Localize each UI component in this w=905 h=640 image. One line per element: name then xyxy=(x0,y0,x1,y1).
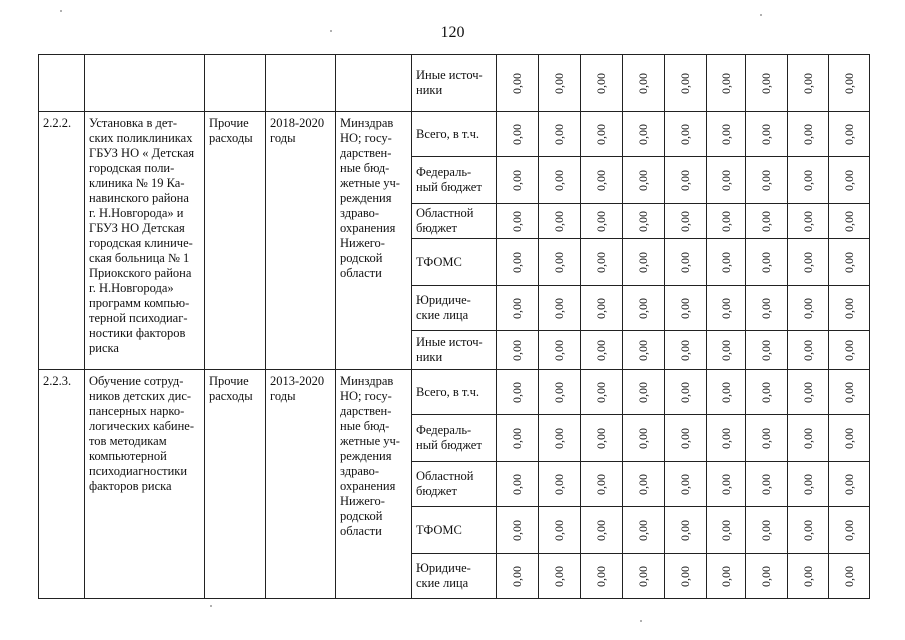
value-text: 0,00 xyxy=(510,210,524,232)
value-cell xyxy=(788,239,829,286)
value-text: 0,00 xyxy=(841,251,856,273)
value-text: 0,00 xyxy=(759,123,773,145)
value-text: 0,00 xyxy=(510,72,524,94)
value-cell xyxy=(623,239,665,286)
empty-cell xyxy=(336,55,412,112)
value-text: 0,00 xyxy=(678,169,692,191)
value-text: 0,00 xyxy=(510,473,524,495)
value-text: 0,00 xyxy=(841,169,856,191)
value-text: 0,00 xyxy=(552,297,566,319)
value-cell xyxy=(829,286,870,331)
value-text: 0,00 xyxy=(800,72,815,94)
value-cell xyxy=(707,55,746,112)
value-cell xyxy=(623,554,665,599)
value-cell xyxy=(707,507,746,554)
value-cell xyxy=(707,554,746,599)
value-text: 0,00 xyxy=(552,210,566,232)
value-text: 0,00 xyxy=(594,210,608,232)
executor: Минздрав НО; госу- дарствен- ные бюд- жетные уч- реждения здраво- охранения Нижего- родской области xyxy=(336,370,412,599)
value-text: 0,00 xyxy=(510,169,524,191)
value-cell xyxy=(623,55,665,112)
value-text: 0,00 xyxy=(718,565,733,587)
value-text: 0,00 xyxy=(594,381,608,403)
value-text: 0,00 xyxy=(759,210,773,232)
value-text: 0,00 xyxy=(800,251,815,273)
value-cell xyxy=(539,239,581,286)
value-text: 0,00 xyxy=(552,427,566,449)
value-text: 0,00 xyxy=(678,473,692,495)
value-text: 0,00 xyxy=(718,72,733,94)
value-cell xyxy=(623,462,665,507)
value-cell xyxy=(707,415,746,462)
value-text: 0,00 xyxy=(759,381,773,403)
value-cell xyxy=(746,415,788,462)
value-text: 0,00 xyxy=(594,72,608,94)
value-text: 0,00 xyxy=(510,381,524,403)
value-cell xyxy=(707,239,746,286)
value-cell xyxy=(829,331,870,370)
value-cell xyxy=(539,204,581,239)
value-text: 0,00 xyxy=(510,251,524,273)
value-cell xyxy=(665,554,707,599)
value-text: 0,00 xyxy=(552,473,566,495)
value-cell xyxy=(581,507,623,554)
value-text: 0,00 xyxy=(759,251,773,273)
value-text: 0,00 xyxy=(552,339,566,361)
empty-cell xyxy=(85,55,205,112)
value-text: 0,00 xyxy=(718,339,733,361)
value-text: 0,00 xyxy=(759,519,773,541)
item-name: Установка в дет- ских поликлиниках ГБУЗ НО « Детская городская поли- клиника № 19 Ка- навинского района г. Н.Новгорода» и ГБУЗ НО Детская городская клиниче- ская больница № 1 Приокского района г. Н.Новгорода» программ компью- терной психодиаг- ностики факторов риска xyxy=(85,112,205,370)
value-text: 0,00 xyxy=(636,339,650,361)
value-text: 0,00 xyxy=(594,339,608,361)
value-cell xyxy=(581,415,623,462)
value-cell xyxy=(707,112,746,157)
value-cell xyxy=(665,204,707,239)
value-text: 0,00 xyxy=(759,339,773,361)
value-text: 0,00 xyxy=(636,210,650,232)
value-text: 0,00 xyxy=(552,251,566,273)
value-cell xyxy=(788,331,829,370)
value-text: 0,00 xyxy=(636,72,650,94)
value-cell xyxy=(788,462,829,507)
value-cell xyxy=(497,554,539,599)
value-cell xyxy=(746,507,788,554)
value-cell xyxy=(829,370,870,415)
source-label: Областной бюджет xyxy=(412,462,497,507)
value-text: 0,00 xyxy=(841,427,856,449)
source-label: ТФОМС xyxy=(412,239,497,286)
value-cell xyxy=(829,239,870,286)
value-cell xyxy=(788,507,829,554)
value-text: 0,00 xyxy=(552,565,566,587)
value-text: 0,00 xyxy=(636,297,650,319)
value-cell xyxy=(707,331,746,370)
value-text: 0,00 xyxy=(759,565,773,587)
value-cell xyxy=(788,55,829,112)
value-cell xyxy=(829,554,870,599)
value-text: 0,00 xyxy=(510,297,524,319)
value-cell xyxy=(539,415,581,462)
value-cell xyxy=(623,157,665,204)
source-label: Федераль- ный бюджет xyxy=(412,415,497,462)
value-text: 0,00 xyxy=(718,210,733,232)
value-text: 0,00 xyxy=(636,473,650,495)
value-text: 0,00 xyxy=(800,473,815,495)
value-text: 0,00 xyxy=(759,427,773,449)
value-cell xyxy=(497,331,539,370)
value-cell xyxy=(707,462,746,507)
value-cell xyxy=(539,55,581,112)
value-cell xyxy=(581,331,623,370)
value-cell xyxy=(665,286,707,331)
value-text: 0,00 xyxy=(594,251,608,273)
source-label: Всего, в т.ч. xyxy=(412,112,497,157)
empty-cell xyxy=(266,55,336,112)
value-cell xyxy=(497,507,539,554)
value-cell xyxy=(581,204,623,239)
value-text: 0,00 xyxy=(594,169,608,191)
value-text: 0,00 xyxy=(636,381,650,403)
value-cell xyxy=(746,112,788,157)
value-cell xyxy=(665,331,707,370)
value-text: 0,00 xyxy=(841,565,856,587)
value-text: 0,00 xyxy=(841,72,856,94)
value-cell xyxy=(788,286,829,331)
value-text: 0,00 xyxy=(678,210,692,232)
value-text: 0,00 xyxy=(552,381,566,403)
value-cell xyxy=(539,112,581,157)
value-text: 0,00 xyxy=(841,519,856,541)
source-label: ТФОМС xyxy=(412,507,497,554)
value-text: 0,00 xyxy=(636,251,650,273)
value-cell xyxy=(539,286,581,331)
value-cell xyxy=(497,239,539,286)
value-text: 0,00 xyxy=(800,123,815,145)
value-cell xyxy=(497,370,539,415)
value-cell xyxy=(539,507,581,554)
value-text: 0,00 xyxy=(636,123,650,145)
value-text: 0,00 xyxy=(841,123,856,145)
value-text: 0,00 xyxy=(552,72,566,94)
value-text: 0,00 xyxy=(800,210,815,232)
value-text: 0,00 xyxy=(718,427,733,449)
value-text: 0,00 xyxy=(636,519,650,541)
value-text: 0,00 xyxy=(841,381,856,403)
value-text: 0,00 xyxy=(678,251,692,273)
value-cell xyxy=(623,112,665,157)
value-text: 0,00 xyxy=(841,339,856,361)
source-label: Юридиче- ские лица xyxy=(412,286,497,331)
value-text: 0,00 xyxy=(510,565,524,587)
source-label: Федераль- ный бюджет xyxy=(412,157,497,204)
table-row xyxy=(39,112,870,157)
value-text: 0,00 xyxy=(678,339,692,361)
value-text: 0,00 xyxy=(678,519,692,541)
value-cell xyxy=(623,286,665,331)
period: 2018-2020 годы xyxy=(266,112,336,370)
value-text: 0,00 xyxy=(841,210,856,232)
value-text: 0,00 xyxy=(841,297,856,319)
value-cell xyxy=(829,204,870,239)
value-text: 0,00 xyxy=(800,565,815,587)
value-text: 0,00 xyxy=(678,381,692,403)
value-cell xyxy=(707,370,746,415)
value-cell xyxy=(497,157,539,204)
item-name: Обучение сотруд- ников детских дис- пансерных нарко- логических кабине- тов методикам компьютерной психодиагностики факторов риска xyxy=(85,370,205,599)
value-cell xyxy=(746,55,788,112)
value-text: 0,00 xyxy=(510,123,524,145)
value-cell xyxy=(746,331,788,370)
value-cell xyxy=(707,157,746,204)
value-text: 0,00 xyxy=(718,473,733,495)
value-text: 0,00 xyxy=(636,427,650,449)
value-cell xyxy=(539,462,581,507)
value-cell xyxy=(746,370,788,415)
value-text: 0,00 xyxy=(678,427,692,449)
value-cell xyxy=(497,112,539,157)
value-text: 0,00 xyxy=(800,339,815,361)
value-cell xyxy=(665,239,707,286)
value-text: 0,00 xyxy=(510,427,524,449)
value-cell xyxy=(788,370,829,415)
value-cell xyxy=(539,331,581,370)
value-cell xyxy=(746,204,788,239)
value-cell xyxy=(665,415,707,462)
value-cell xyxy=(497,286,539,331)
value-text: 0,00 xyxy=(759,297,773,319)
value-cell xyxy=(581,239,623,286)
value-cell xyxy=(581,370,623,415)
value-cell xyxy=(581,157,623,204)
value-cell xyxy=(788,415,829,462)
source-label: Областной бюджет xyxy=(412,204,497,239)
empty-cell xyxy=(205,55,266,112)
value-cell xyxy=(665,157,707,204)
value-text: 0,00 xyxy=(800,169,815,191)
value-text: 0,00 xyxy=(718,381,733,403)
value-cell xyxy=(829,507,870,554)
value-cell xyxy=(581,112,623,157)
expense-type: Прочие расходы xyxy=(205,112,266,370)
item-number: 2.2.2. xyxy=(39,112,85,370)
value-cell xyxy=(623,370,665,415)
value-cell xyxy=(581,286,623,331)
value-cell xyxy=(623,204,665,239)
expense-type: Прочие расходы xyxy=(205,370,266,599)
value-cell xyxy=(829,415,870,462)
value-text: 0,00 xyxy=(594,297,608,319)
value-text: 0,00 xyxy=(800,519,815,541)
source-label: Юридиче- ские лица xyxy=(412,554,497,599)
value-cell xyxy=(665,462,707,507)
value-cell xyxy=(746,554,788,599)
value-text: 0,00 xyxy=(594,519,608,541)
value-cell xyxy=(581,462,623,507)
value-cell xyxy=(623,507,665,554)
value-text: 0,00 xyxy=(594,123,608,145)
source-label: Иные источ- ники xyxy=(412,331,497,370)
value-text: 0,00 xyxy=(678,72,692,94)
value-cell xyxy=(829,462,870,507)
value-cell xyxy=(829,112,870,157)
value-text: 0,00 xyxy=(594,565,608,587)
value-cell xyxy=(539,157,581,204)
value-text: 0,00 xyxy=(552,123,566,145)
value-text: 0,00 xyxy=(594,473,608,495)
value-text: 0,00 xyxy=(510,519,524,541)
budget-table xyxy=(38,54,870,599)
table-row xyxy=(39,55,870,112)
executor: Минздрав НО; госу- дарствен- ные бюд- жетные уч- реждения здраво- охранения Нижего- родской области xyxy=(336,112,412,370)
page-number: 120 xyxy=(440,24,465,41)
source-label: Иные источ- ники xyxy=(412,55,497,112)
value-text: 0,00 xyxy=(552,169,566,191)
value-text: 0,00 xyxy=(718,251,733,273)
value-cell xyxy=(788,157,829,204)
value-text: 0,00 xyxy=(552,519,566,541)
value-cell xyxy=(665,112,707,157)
value-text: 0,00 xyxy=(510,339,524,361)
value-text: 0,00 xyxy=(800,381,815,403)
value-cell xyxy=(707,204,746,239)
value-cell xyxy=(623,415,665,462)
value-text: 0,00 xyxy=(594,427,608,449)
value-cell xyxy=(623,331,665,370)
value-text: 0,00 xyxy=(718,169,733,191)
value-text: 0,00 xyxy=(800,427,815,449)
value-cell xyxy=(581,55,623,112)
value-text: 0,00 xyxy=(636,565,650,587)
value-text: 0,00 xyxy=(718,123,733,145)
value-cell xyxy=(497,55,539,112)
value-cell xyxy=(788,112,829,157)
value-text: 0,00 xyxy=(636,169,650,191)
value-text: 0,00 xyxy=(718,519,733,541)
value-cell xyxy=(665,507,707,554)
value-cell xyxy=(665,55,707,112)
value-text: 0,00 xyxy=(678,297,692,319)
value-cell xyxy=(665,370,707,415)
value-text: 0,00 xyxy=(841,473,856,495)
value-text: 0,00 xyxy=(678,123,692,145)
value-text: 0,00 xyxy=(759,169,773,191)
value-cell xyxy=(829,157,870,204)
value-cell xyxy=(497,204,539,239)
value-text: 0,00 xyxy=(678,565,692,587)
value-cell xyxy=(746,239,788,286)
table-row xyxy=(39,370,870,415)
period: 2013-2020 годы xyxy=(266,370,336,599)
value-cell xyxy=(788,204,829,239)
value-text: 0,00 xyxy=(759,72,773,94)
value-text: 0,00 xyxy=(800,297,815,319)
source-label: Всего, в т.ч. xyxy=(412,370,497,415)
value-cell xyxy=(497,462,539,507)
value-cell xyxy=(746,462,788,507)
value-cell xyxy=(539,370,581,415)
value-text: 0,00 xyxy=(759,473,773,495)
value-cell xyxy=(788,554,829,599)
value-cell xyxy=(581,554,623,599)
value-cell xyxy=(707,286,746,331)
value-text: 0,00 xyxy=(718,297,733,319)
value-cell xyxy=(829,55,870,112)
value-cell xyxy=(746,157,788,204)
item-number: 2.2.3. xyxy=(39,370,85,599)
empty-cell xyxy=(39,55,85,112)
value-cell xyxy=(746,286,788,331)
value-cell xyxy=(497,415,539,462)
value-cell xyxy=(539,554,581,599)
